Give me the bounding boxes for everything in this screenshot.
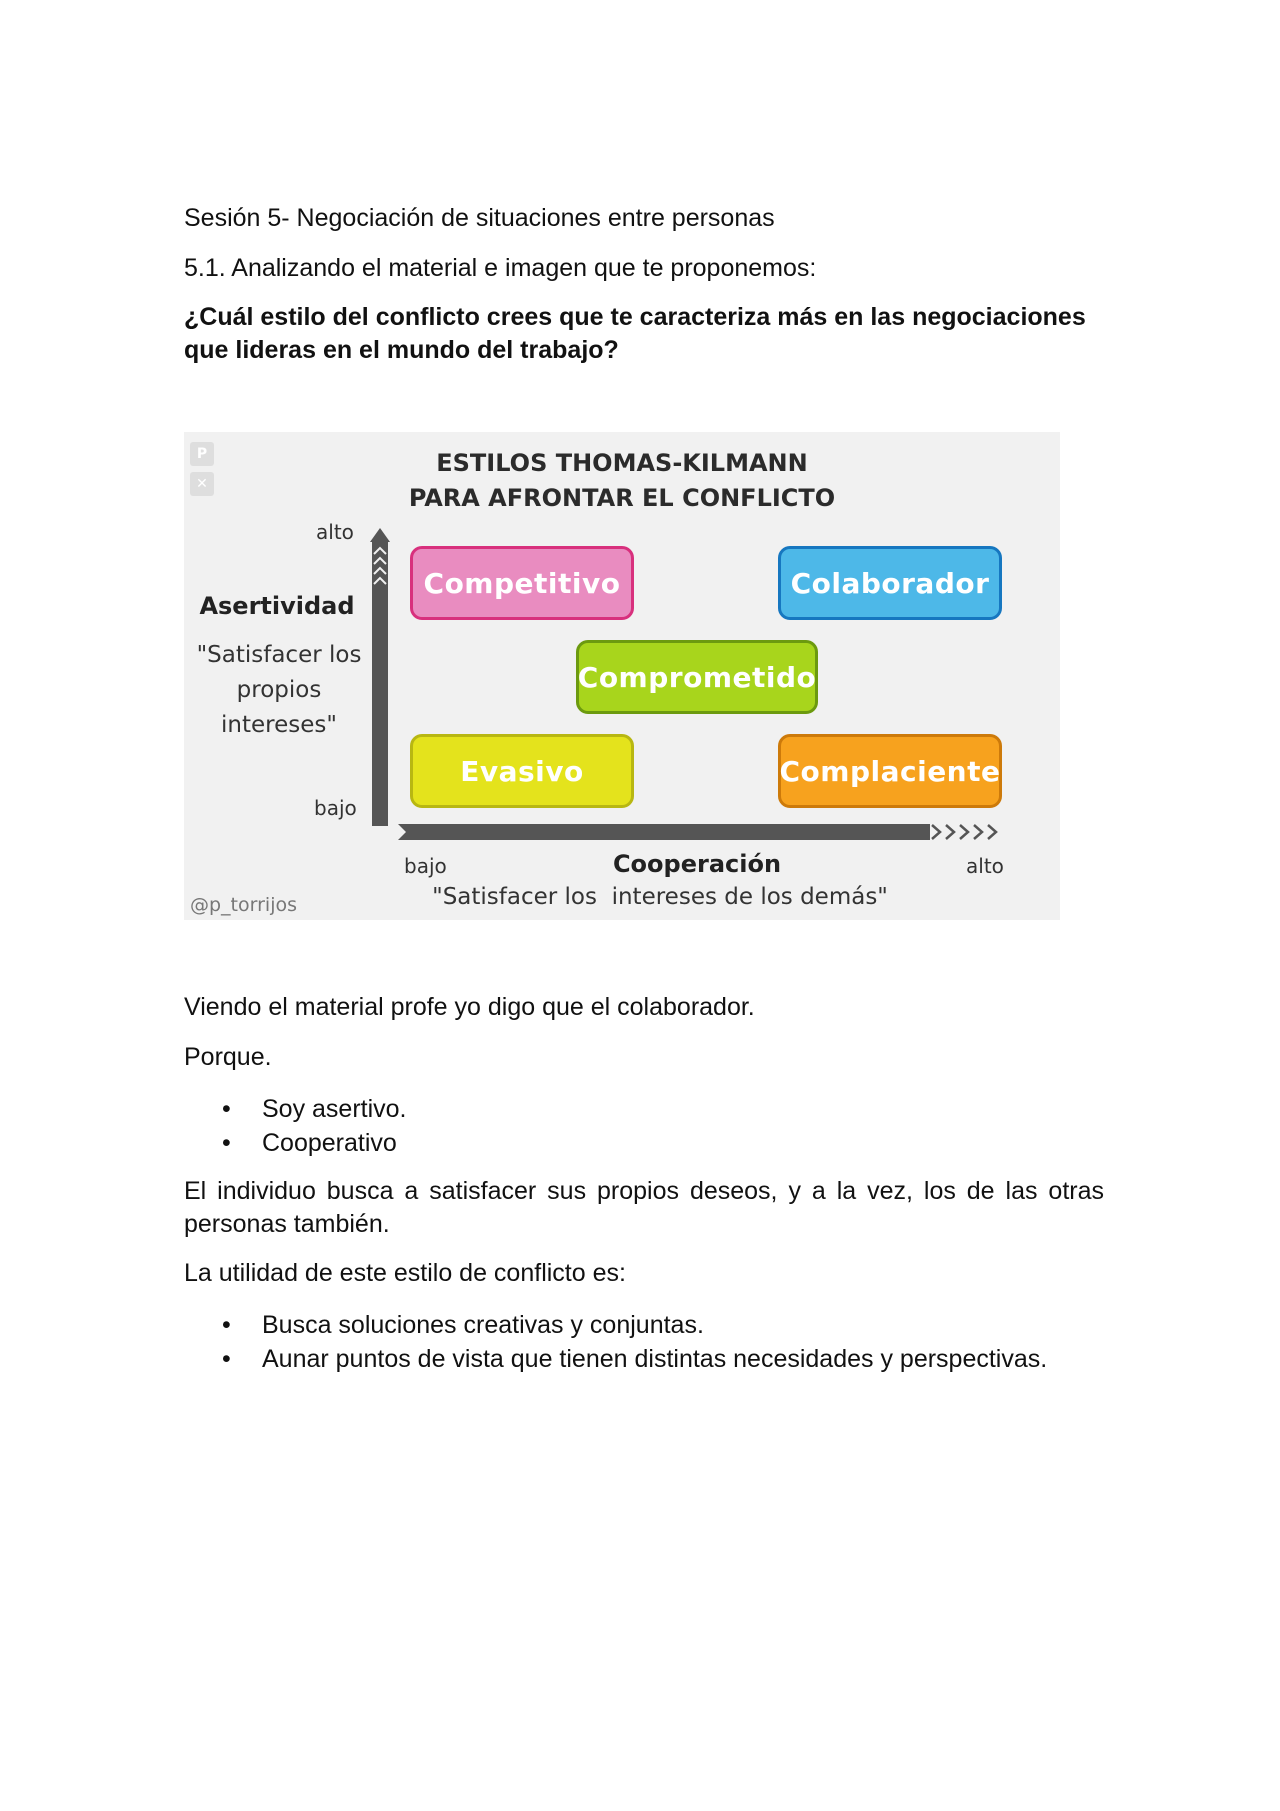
x-icon: ✕ xyxy=(190,472,214,496)
y-axis-low-label: bajo xyxy=(314,796,357,820)
style-competitivo: Competitivo xyxy=(410,546,634,620)
question-line-1: ¿Cuál estilo del conflicto crees que te caracteriza más en las negociaciones xyxy=(184,303,1086,331)
list-item: • Cooperativo xyxy=(184,1126,407,1160)
x-axis-chevrons xyxy=(930,824,1000,840)
instruction-text: 5.1. Analizando el material e imagen que te proponemos: xyxy=(184,254,817,282)
x-axis-high-label: alto xyxy=(966,854,1004,878)
y-axis-quote-line-3: intereses" xyxy=(221,712,337,738)
thomas-kilmann-figure xyxy=(184,432,1060,920)
question-text xyxy=(184,301,1104,367)
figure-title-line-1: ESTILOS THOMAS-KILMANN xyxy=(436,449,808,477)
x-axis-arrow-tail xyxy=(398,824,406,840)
style-colaborador: Colaborador xyxy=(778,546,1002,620)
y-axis-chevrons xyxy=(372,544,388,586)
style-comprometido: Comprometido xyxy=(576,640,818,714)
question-line-2: que lideras en el mundo del trabajo? xyxy=(184,336,619,364)
figure-title-line-2: PARA AFRONTAR EL CONFLICTO xyxy=(408,484,836,512)
list-item: • Soy asertivo. xyxy=(184,1092,407,1126)
y-axis-arrow-head xyxy=(370,528,390,542)
style-evasivo: Evasivo xyxy=(410,734,634,808)
because-text: Porque. xyxy=(184,1043,272,1071)
x-axis-arrow xyxy=(406,824,936,840)
list-item: • Busca soluciones creativas y conjuntas. xyxy=(184,1308,1047,1342)
y-axis-quote-line-1: "Satisfacer los xyxy=(196,642,362,668)
list-item: • Aunar puntos de vista que tienen distintas necesidades y perspectivas. xyxy=(184,1342,1047,1376)
utility-list xyxy=(184,1308,1047,1376)
y-axis-high-label: alto xyxy=(316,520,354,544)
x-axis-low-label: bajo xyxy=(404,854,447,878)
x-axis-quote: "Satisfacer los intereses de los demás" xyxy=(432,884,888,910)
style-complaciente: Complaciente xyxy=(778,734,1002,808)
y-axis-arrow-tail xyxy=(372,818,388,826)
session-title: Sesión 5- Negociación de situaciones entre personas xyxy=(184,204,775,232)
x-axis-title: Cooperación xyxy=(612,850,782,878)
y-axis-quote xyxy=(184,638,374,743)
reasons-list xyxy=(184,1092,407,1160)
figure-title xyxy=(184,446,1060,516)
figure-credit: @p_torrijos xyxy=(190,894,298,916)
y-axis-title: Asertividad xyxy=(199,592,355,620)
utility-intro: La utilidad de este estilo de conflicto es: xyxy=(184,1259,626,1287)
y-axis-quote-line-2: propios xyxy=(236,677,322,703)
pinterest-icon: P xyxy=(190,442,214,466)
explanation-text: El individuo busca a satisfacer sus propios deseos, y a la vez, los de las otras personas también. xyxy=(184,1177,1104,1238)
answer-text: Viendo el material profe yo digo que el colaborador. xyxy=(184,993,755,1021)
